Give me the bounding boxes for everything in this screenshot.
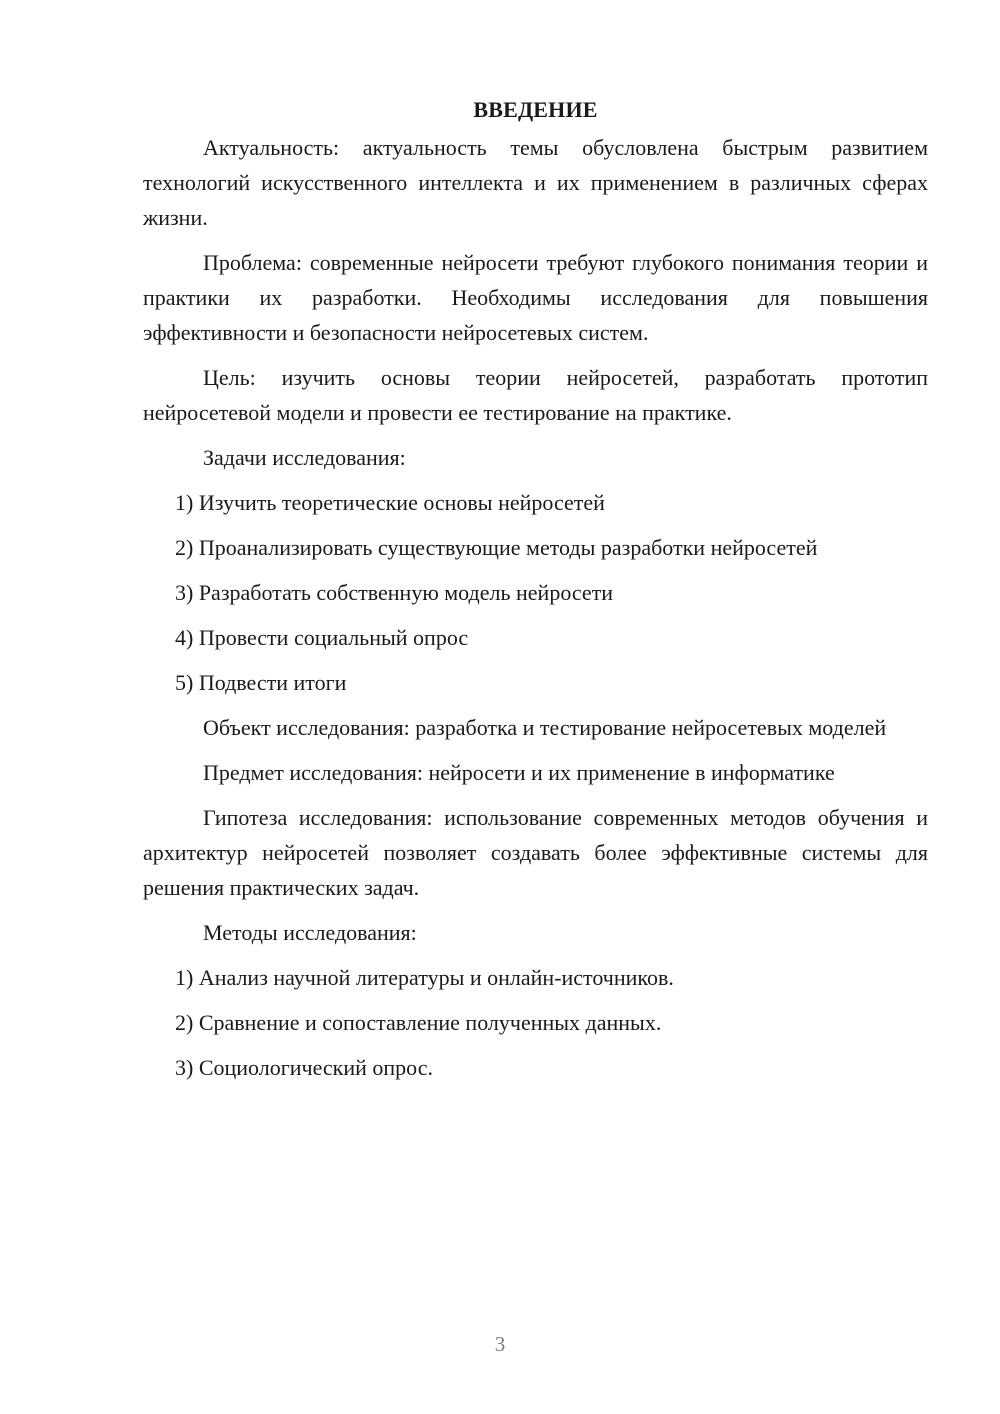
problem-paragraph: Проблема: современные нейросети требуют глубокого понимания теории и практики их разработки. Необходимы исследования для повышения эффективности и безопасности нейросетевых систем. — [143, 250, 928, 345]
list-item: 5) Подвести итоги — [175, 670, 347, 695]
list-item: 4) Провести социальный опрос — [175, 625, 469, 650]
list-item: 1) Изучить теоретические основы нейросетей — [175, 490, 605, 515]
tasks-title: Задачи исследования: — [203, 445, 406, 470]
list-item: 2) Сравнение и сопоставление полученных данных. — [175, 1010, 662, 1035]
list-item: 2) Проанализировать существующие методы разработки нейросетей — [175, 535, 818, 560]
goal-paragraph: Цель: изучить основы теории нейросетей, разработать прототип нейросетевой модели и провести ее тестирование на практике. — [143, 365, 928, 425]
page-number: 3 — [494, 1332, 506, 1356]
hypothesis-paragraph: Гипотеза исследования: использование современных методов обучения и архитектур нейросетей позволяет создавать более эффективные системы для решения практических задач. — [143, 805, 928, 900]
section-heading: ВВЕДЕНИЕ — [473, 97, 598, 122]
methods-list — [143, 960, 928, 1085]
list-item: 3) Социологический опрос. — [175, 1055, 433, 1080]
list-item: 1) Анализ научной литературы и онлайн-источников. — [175, 965, 674, 990]
tasks-list — [143, 485, 928, 700]
list-item: 3) Разработать собственную модель нейросети — [175, 580, 614, 605]
subject-paragraph: Предмет исследования: нейросети и их применение в информатике — [203, 760, 835, 785]
object-paragraph: Объект исследования: разработка и тестирование нейросетевых моделей — [203, 715, 887, 740]
document-page — [143, 92, 928, 1095]
relevance-paragraph: Актуальность: актуальность темы обусловлена быстрым развитием технологий искусственного интеллекта и их применением в различных сферах жизни. — [143, 135, 928, 230]
methods-title: Методы исследования: — [203, 920, 417, 945]
